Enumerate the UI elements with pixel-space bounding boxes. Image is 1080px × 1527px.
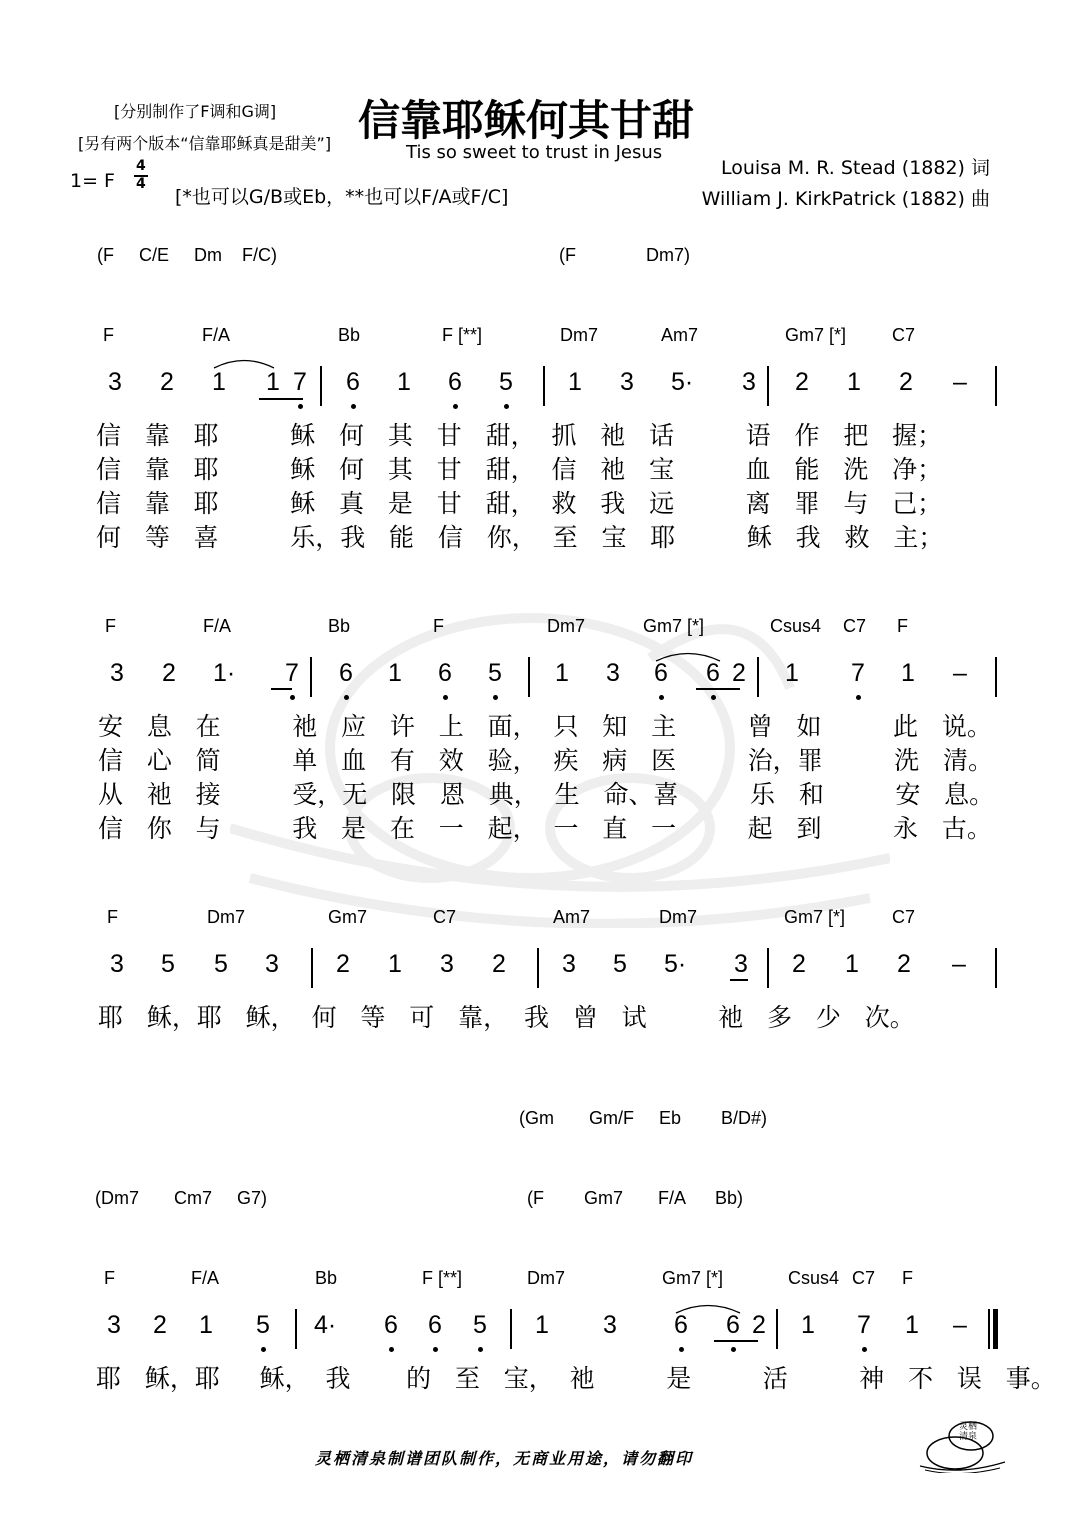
alt-version-note: [另有两个版本“信靠耶稣真是甜美”] <box>78 134 332 153</box>
chord-symbol: Am7 <box>553 907 591 927</box>
chord-symbol: Gm7 <box>328 907 368 927</box>
note-number: 3 <box>620 368 634 396</box>
note-number: 1 <box>785 659 799 687</box>
lyric-line: 耶 稣，耶 稣， 我 的 至 宝， 祂 是 活 神 不 误 事。 <box>96 1364 1056 1393</box>
note-number: 7 <box>293 368 307 396</box>
footer-logo <box>915 1418 1010 1473</box>
lyricist: Louisa M. R. Stead (1882) 词 <box>720 157 990 179</box>
chord-symbol: Dm7 <box>527 1268 566 1288</box>
note-number: 7 <box>285 659 299 687</box>
bar-line <box>767 948 769 988</box>
chord-symbol: Csus4 <box>788 1268 840 1288</box>
beam-underline <box>714 1340 758 1342</box>
low-octave-dot <box>856 695 861 700</box>
bar-line <box>311 948 313 988</box>
bar-line <box>776 1309 778 1349</box>
chord-symbol: Bb <box>328 616 351 636</box>
note-number: 1 <box>266 368 280 396</box>
note-number: 2 <box>336 950 350 978</box>
bar-line <box>320 366 322 406</box>
low-octave-dot <box>493 695 498 700</box>
note-number: 1 <box>388 659 402 687</box>
lyric-line: 耶 稣，耶 稣， 何 等 可 靠， 我 曾 试 祂 多 少 次。 <box>98 1003 915 1032</box>
low-octave-dot <box>290 695 295 700</box>
chord-symbol: F [**] <box>442 325 483 345</box>
bar-line <box>510 1309 512 1349</box>
hold-dash: – <box>953 659 967 687</box>
lyric-line: 从 祂 接 受，无 限 恩 典， 生 命、喜 乐 和 安 息。 <box>98 780 995 809</box>
chord-symbol: F <box>104 1268 115 1288</box>
note-number: 6 <box>448 368 462 396</box>
interlude-chords-2-left: (Dm7 Cm7 G7) <box>95 1188 268 1208</box>
low-octave-dot <box>731 1347 736 1352</box>
note-number: 3 <box>110 950 124 978</box>
note-number: 1 <box>397 368 411 396</box>
note-number: 1· <box>213 659 236 687</box>
note-number: 7 <box>851 659 865 687</box>
song-subtitle: Tis so sweet to trust in Jesus <box>406 142 663 163</box>
bar-line <box>537 948 539 988</box>
note-number: 1 <box>535 1311 549 1339</box>
bar-line <box>528 657 530 697</box>
low-octave-dot <box>443 695 448 700</box>
interlude-chords-2-right: (F Gm7 F/A Bb) <box>527 1188 744 1208</box>
chord-symbol: Dm7 <box>659 907 698 927</box>
note-number: 3 <box>606 659 620 687</box>
low-octave-dot <box>659 695 664 700</box>
note-number: 1 <box>212 368 226 396</box>
chord-symbol: F <box>897 616 908 636</box>
note-number: 2 <box>492 950 506 978</box>
chord-symbol: Csus4 <box>770 616 822 636</box>
note-number: 6 <box>384 1311 398 1339</box>
note-number: 1 <box>199 1311 213 1339</box>
note-number: 6 <box>654 659 668 687</box>
note-number: 7 <box>857 1311 871 1339</box>
low-octave-dot <box>504 404 509 409</box>
note-number: 2 <box>732 659 746 687</box>
chord-symbol: Gm7 [*] <box>662 1268 724 1288</box>
note-number: 1 <box>568 368 582 396</box>
time-signature-top: 4 <box>136 158 146 174</box>
note-number: 3 <box>107 1311 121 1339</box>
footer-credit: 灵栖清泉制谱团队制作，无商业用途，请勿翻印 <box>315 1449 694 1468</box>
lyric-line: 信 靠 耶 稣 何 其 甘 甜， 抓 祂 话 语 作 把 握； <box>96 421 943 450</box>
lyric-line: 信 靠 耶 稣 何 其 甘 甜， 信 祂 宝 血 能 洗 净； <box>96 455 943 484</box>
note-number: 6 <box>428 1311 442 1339</box>
key-signature: 1= F <box>70 170 115 192</box>
note-number: 5 <box>499 368 513 396</box>
note-number: 2 <box>897 950 911 978</box>
note-number: 2 <box>795 368 809 396</box>
note-number: 3 <box>603 1311 617 1339</box>
note-number: 1 <box>801 1311 815 1339</box>
note-number: 1 <box>388 950 402 978</box>
song-title: 信靠耶稣何其甘甜 <box>358 96 695 145</box>
tie-arc <box>212 355 276 369</box>
beam-underline <box>271 688 292 690</box>
beam-underline <box>259 398 303 400</box>
chord-symbol: F <box>433 616 444 636</box>
bar-line <box>757 657 759 697</box>
intro-chords-right: (F Dm7) <box>559 245 691 265</box>
low-octave-dot <box>862 1347 867 1352</box>
note-number: 6 <box>674 1311 688 1339</box>
low-octave-dot <box>261 1347 266 1352</box>
note-number: 6 <box>438 659 452 687</box>
note-number: 5· <box>671 368 694 396</box>
low-octave-dot <box>351 404 356 409</box>
note-number: 1 <box>905 1311 919 1339</box>
chord-symbol: Gm7 [*] <box>643 616 705 636</box>
note-number: 2 <box>162 659 176 687</box>
lyric-line: 安 息 在 祂 应 许 上 面， 只 知 主 曾 如 此 说。 <box>98 712 992 741</box>
chord-symbol: F <box>902 1268 913 1288</box>
note-number: 5· <box>664 950 687 978</box>
chord-symbol: Dm7 <box>207 907 246 927</box>
chord-symbol: F/A <box>191 1268 220 1288</box>
note-number: 5 <box>488 659 502 687</box>
note-number: 2 <box>153 1311 167 1339</box>
chord-symbol: C7 <box>892 907 916 927</box>
final-bar-line-thick <box>993 1309 998 1349</box>
low-octave-dot <box>389 1347 394 1352</box>
time-signature-bottom: 4 <box>136 176 146 192</box>
chord-symbol: Dm7 <box>560 325 599 345</box>
note-number: 2 <box>752 1311 766 1339</box>
low-octave-dot <box>478 1347 483 1352</box>
note-number: 2 <box>792 950 806 978</box>
note-number: 3 <box>265 950 279 978</box>
note-number: 6 <box>339 659 353 687</box>
note-number: 3 <box>734 950 748 978</box>
low-octave-dot <box>711 695 716 700</box>
hold-dash: – <box>953 368 967 396</box>
footer-logo-text: 灵栖清泉 <box>959 1422 978 1442</box>
low-octave-dot <box>344 695 349 700</box>
low-octave-dot <box>453 404 458 409</box>
version-note: [分别制作了F调和G调] <box>114 102 277 121</box>
final-bar-line <box>988 1309 990 1349</box>
interlude-chords-1: (Gm Gm/F Eb B/D#) <box>519 1108 768 1128</box>
note-number: 5 <box>161 950 175 978</box>
note-number: 3 <box>440 950 454 978</box>
note-number: 6 <box>706 659 720 687</box>
note-number: 5 <box>613 950 627 978</box>
chord-alt-note: [*也可以G/B或Eb，**也可以F/A或F/C] <box>175 186 509 208</box>
note-number: 3 <box>742 368 756 396</box>
note-number: 1 <box>901 659 915 687</box>
chord-symbol: Gm7 [*] <box>785 325 847 345</box>
chord-symbol: F/A <box>202 325 231 345</box>
chord-symbol: C7 <box>433 907 457 927</box>
chord-symbol: C7 <box>892 325 916 345</box>
note-number: 2 <box>160 368 174 396</box>
beam-underline <box>730 979 748 981</box>
note-number: 5 <box>214 950 228 978</box>
hold-dash: – <box>952 950 966 978</box>
note-number: 1 <box>555 659 569 687</box>
hold-dash: – <box>953 1311 967 1339</box>
note-number: 6 <box>346 368 360 396</box>
bar-line <box>995 657 997 697</box>
note-number: 3 <box>110 659 124 687</box>
lyric-line: 信 心 简 单 血 有 效 验， 疾 病 医 治，罪 洗 清。 <box>98 746 994 775</box>
low-octave-dot <box>298 404 303 409</box>
low-octave-dot <box>433 1347 438 1352</box>
note-number: 2 <box>899 368 913 396</box>
note-number: 1 <box>845 950 859 978</box>
chord-symbol: Dm7 <box>547 616 586 636</box>
lyric-line: 信 靠 耶 稣 真 是 甘 甜， 救 我 远 离 罪 与 己； <box>96 489 943 518</box>
note-number: 6 <box>726 1311 740 1339</box>
chord-symbol: C7 <box>843 616 867 636</box>
bar-line <box>543 366 545 406</box>
chord-symbol: F <box>105 616 116 636</box>
chord-symbol: Gm7 [*] <box>784 907 846 927</box>
tie-arc <box>654 648 722 662</box>
composer: William J. KirkPatrick (1882) 曲 <box>701 188 990 210</box>
bar-line <box>767 366 769 406</box>
chord-symbol: F <box>107 907 118 927</box>
tie-arc <box>674 1300 742 1314</box>
chord-symbol: Bb <box>338 325 361 345</box>
beam-underline <box>696 688 740 690</box>
time-signature-line <box>134 175 148 177</box>
chord-symbol: Bb <box>315 1268 338 1288</box>
lyric-line: 信 你 与 我 是 在 一 起， 一 直 一 起 到 永 古。 <box>98 814 992 843</box>
lyric-line: 何 等 喜 乐，我 能 信 你， 至 宝 耶 稣 我 救 主； <box>96 523 944 552</box>
bar-line <box>995 948 997 988</box>
note-number: 1 <box>847 368 861 396</box>
chord-symbol: C7 <box>852 1268 876 1288</box>
note-number: 4· <box>314 1311 337 1339</box>
note-number: 3 <box>108 368 122 396</box>
bar-line <box>295 1309 297 1349</box>
chord-symbol: F/A <box>203 616 232 636</box>
chord-symbol: F [**] <box>422 1268 463 1288</box>
low-octave-dot <box>679 1347 684 1352</box>
chord-symbol: Am7 <box>661 325 699 345</box>
chord-symbol: F <box>103 325 114 345</box>
note-number: 3 <box>562 950 576 978</box>
note-number: 5 <box>473 1311 487 1339</box>
intro-chords-left: (F C/E Dm F/C) <box>97 245 277 265</box>
note-number: 5 <box>256 1311 270 1339</box>
bar-line <box>310 657 312 697</box>
bar-line <box>995 366 997 406</box>
